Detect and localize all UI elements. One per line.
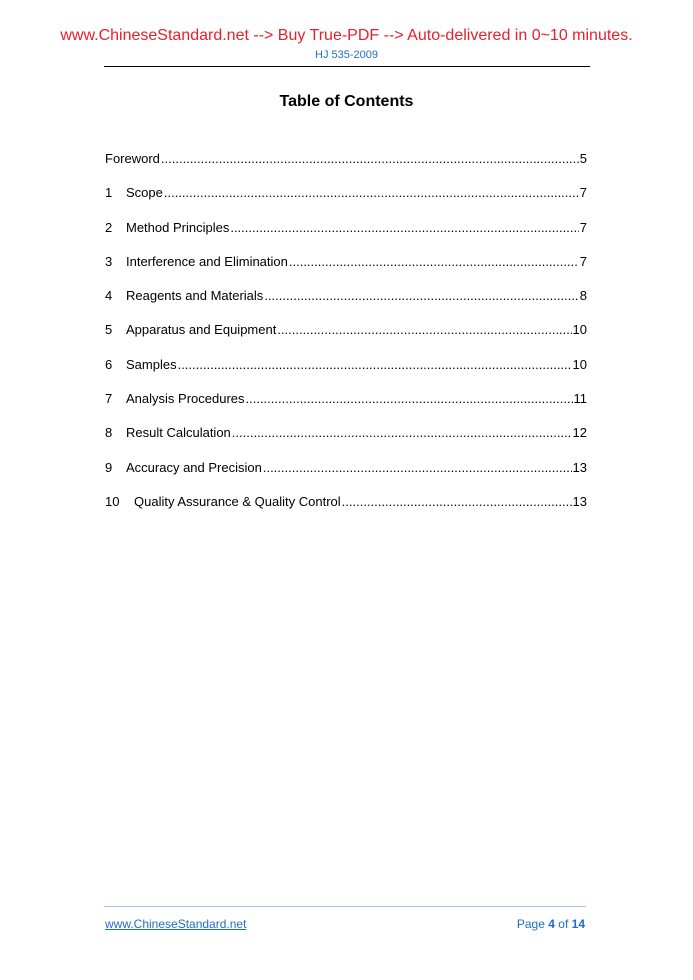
toc-entry-label[interactable]: Interference and Elimination [126,253,288,269]
toc-leader-dots [164,184,579,201]
promo-banner-link[interactable]: www.ChineseStandard.net --> Buy True-PDF --> Auto-delivered in 0~10 minutes. [60,27,633,44]
toc-entry-page[interactable]: 11 [573,391,587,407]
toc-entry-number: 6 [105,356,113,372]
toc-leader-dots [178,356,572,373]
toc-entry-number: 10 [105,493,120,509]
toc-entry-number: 5 [105,322,113,338]
page-indicator [517,917,585,931]
page-total: 14 [571,917,585,931]
toc-entry-accuracy[interactable] [105,459,587,493]
toc-entry-number: 3 [105,253,113,269]
document-code: HJ 535-2009 [315,49,378,61]
toc-entry-apparatus[interactable] [105,321,587,355]
toc-leader-dots [277,321,571,338]
toc-entry-reagents[interactable] [105,287,587,321]
table-of-contents [105,150,587,527]
toc-entry-page[interactable]: 7 [579,253,587,269]
toc-entry-result-calculation[interactable] [105,424,587,458]
promo-banner[interactable] [0,27,693,45]
toc-entry-page[interactable]: 8 [579,288,587,304]
toc-leader-dots [161,150,579,167]
toc-entry-page[interactable]: 5 [579,151,587,166]
footer-divider [104,906,586,907]
toc-entry-label[interactable]: Accuracy and Precision [126,459,262,475]
toc-leader-dots [289,253,579,270]
page-separator: of [558,917,569,931]
toc-leader-dots [246,390,573,407]
toc-entry-samples[interactable] [105,356,587,390]
toc-entry-page[interactable]: 10 [572,356,587,372]
toc-entry-label[interactable]: Method Principles [126,219,230,235]
toc-entry-foreword[interactable] [105,150,587,184]
toc-leader-dots [342,493,572,510]
toc-entry-label[interactable]: Reagents and Materials [126,288,264,304]
toc-entry-quality-assurance[interactable] [105,493,587,527]
toc-entry-interference[interactable] [105,253,587,287]
toc-entry-number: 7 [105,391,113,407]
toc-entry-page[interactable]: 13 [572,493,587,509]
header-divider [104,66,590,67]
toc-leader-dots [264,287,578,304]
toc-title: Table of Contents [279,93,414,110]
toc-entry-number: 8 [105,425,113,441]
toc-entry-label[interactable]: Analysis Procedures [126,391,245,407]
toc-leader-dots [230,219,578,236]
toc-entry-label[interactable]: Scope [126,185,163,201]
toc-entry-page[interactable]: 13 [572,459,587,475]
toc-entry-scope[interactable] [105,184,587,218]
toc-entry-number: 4 [105,288,113,304]
toc-entry-label[interactable]: Samples [126,356,177,372]
toc-entry-analysis-procedures[interactable] [105,390,587,424]
toc-leader-dots [263,459,572,476]
page-current: 4 [548,917,555,931]
toc-leader-dots [232,424,572,441]
toc-entry-label[interactable]: Result Calculation [126,425,231,441]
toc-entry-number: 2 [105,219,113,235]
toc-entry-number: 9 [105,459,113,475]
toc-entry-label[interactable]: Foreword [105,151,160,166]
toc-entry-method-principles[interactable] [105,219,587,253]
toc-entry-label[interactable]: Apparatus and Equipment [126,322,277,338]
toc-entry-page[interactable]: 12 [572,425,587,441]
page-prefix: Page [516,917,545,931]
toc-entry-page[interactable]: 7 [579,219,587,235]
toc-entry-page[interactable]: 10 [572,322,587,338]
toc-entry-page[interactable]: 7 [579,185,587,201]
toc-entry-label[interactable]: Quality Assurance & Quality Control [134,493,341,509]
footer-site-link[interactable]: www.ChineseStandard.net [105,917,247,931]
toc-entry-number: 1 [105,185,113,201]
